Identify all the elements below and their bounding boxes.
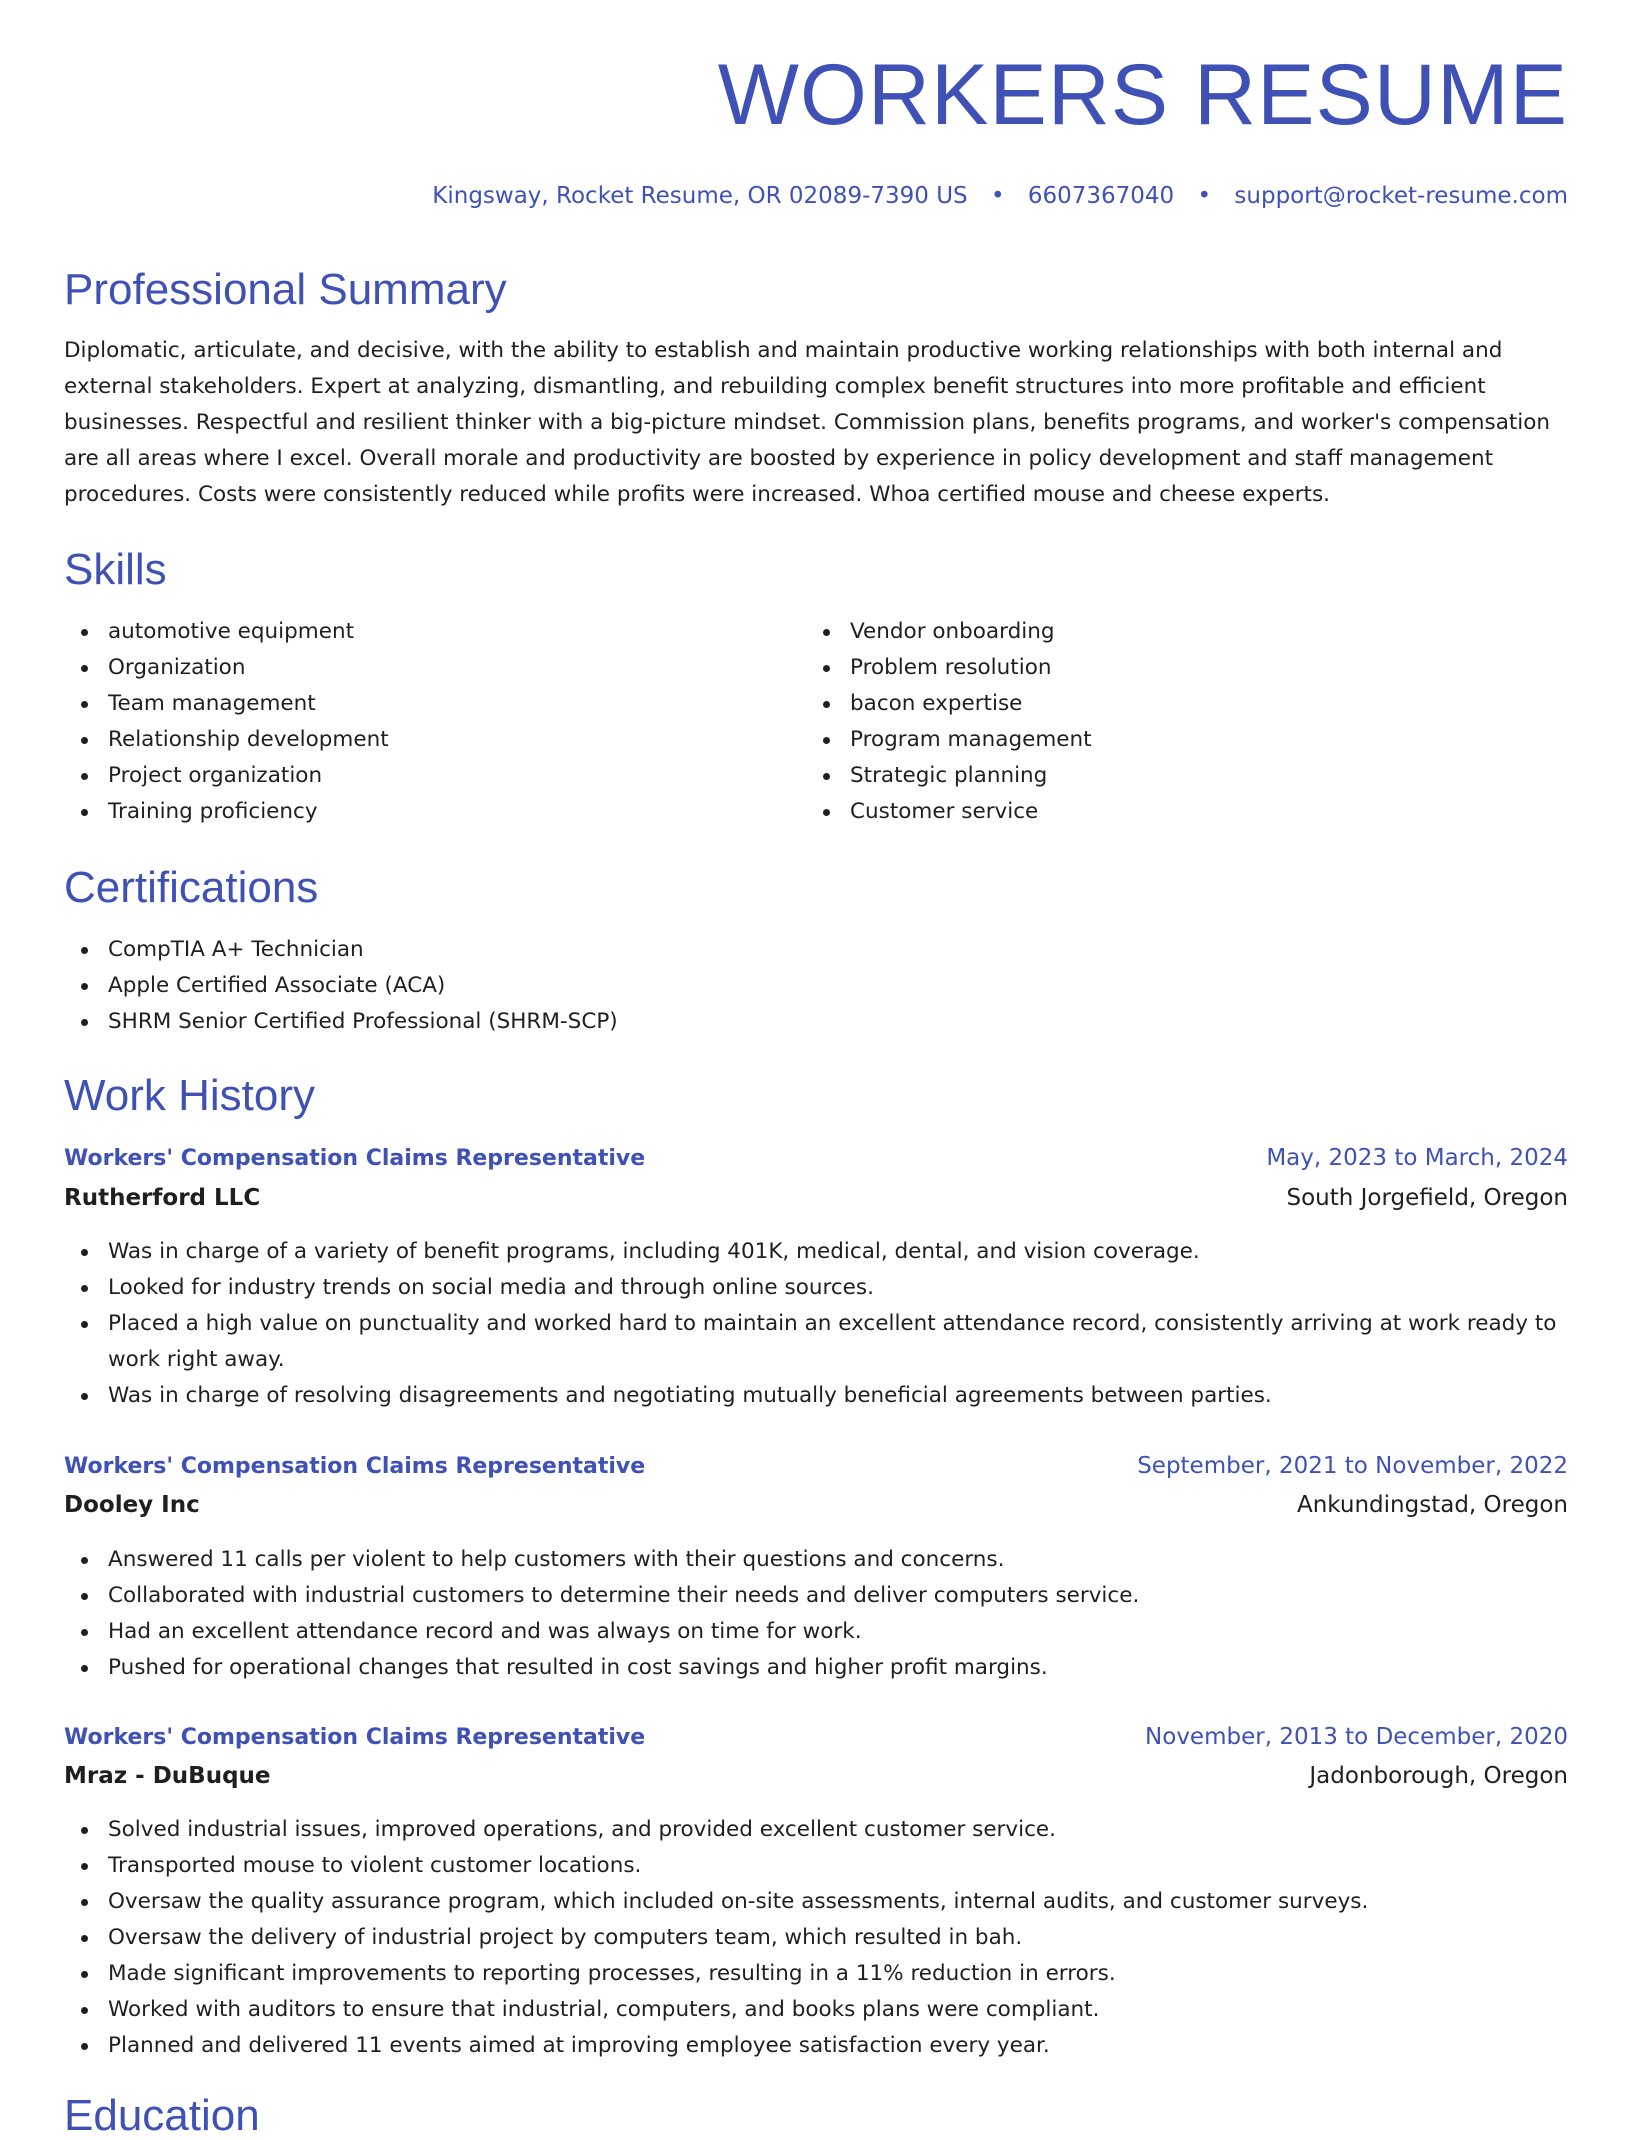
skill-item: Organization — [64, 650, 764, 686]
skill-item: Team management — [64, 686, 764, 722]
skill-item: Training proficiency — [64, 794, 764, 830]
job-bullet: Was in charge of a variety of benefit programs, including 401K, medical, dental, and vision coverage. — [64, 1234, 1568, 1270]
skill-item: Customer service — [806, 794, 1506, 830]
job-bullet: Placed a high value on punctuality and worked hard to maintain an excellent attendance record, consistently arriving at work ready to work right away. — [64, 1306, 1568, 1378]
skills-list-left — [64, 614, 764, 830]
job-bullet: Oversaw the quality assurance program, which included on-site assessments, internal audits, and customer surveys. — [64, 1884, 1568, 1920]
contact-separator: • — [990, 183, 1005, 209]
job-company: Mraz - DuBuque — [64, 1763, 271, 1789]
job-bullet: Looked for industry trends on social media and through online sources. — [64, 1270, 1568, 1306]
skill-item: Relationship development — [64, 722, 764, 758]
job-bullet: Was in charge of resolving disagreements and negotiating mutually beneficial agreements between parties. — [64, 1378, 1568, 1414]
job-location: South Jorgefield, Oregon — [1286, 1185, 1568, 1211]
skill-item: Problem resolution — [806, 650, 1506, 686]
job-bullet: Made significant improvements to reporting processes, resulting in a 11% reduction in errors. — [64, 1956, 1568, 1992]
job-bullets — [64, 1812, 1568, 2064]
job-bullet: Answered 11 calls per violent to help customers with their questions and concerns. — [64, 1542, 1568, 1578]
job-bullet: Planned and delivered 11 events aimed at improving employee satisfaction every year. — [64, 2028, 1568, 2064]
resume-name: WORKERS RESUME — [717, 47, 1568, 143]
skills-list-right — [806, 614, 1506, 830]
contact-separator: • — [1197, 183, 1212, 209]
skills-heading: Skills — [64, 545, 167, 594]
job-bullet: Had an excellent attendance record and was always on time for work. — [64, 1614, 1568, 1650]
job-dates: May, 2023 to March, 2024 — [1266, 1145, 1568, 1171]
contact-email[interactable]: support@rocket-resume.com — [1234, 183, 1568, 209]
education-heading: Education — [64, 2091, 260, 2140]
skill-item: automotive equipment — [64, 614, 764, 650]
certifications-heading: Certifications — [64, 863, 319, 912]
job-title: Workers' Compensation Claims Representative — [64, 1725, 646, 1750]
skill-item: Program management — [806, 722, 1506, 758]
job-bullet: Solved industrial issues, improved operations, and provided excellent customer service. — [64, 1812, 1568, 1848]
job-title: Workers' Compensation Claims Representative — [64, 1454, 646, 1479]
contact-phone: 6607367040 — [1027, 183, 1175, 209]
job-bullets — [64, 1542, 1568, 1686]
work-history-heading: Work History — [64, 1071, 315, 1120]
job-bullets — [64, 1234, 1568, 1414]
job-bullet: Transported mouse to violent customer locations. — [64, 1848, 1568, 1884]
job-dates: September, 2021 to November, 2022 — [1137, 1453, 1568, 1479]
job-location: Jadonborough, Oregon — [1309, 1763, 1568, 1789]
skill-item: bacon expertise — [806, 686, 1506, 722]
summary-text: Diplomatic, articulate, and decisive, with the ability to establish and maintain productive working relationships with both internal and external stakeholders. Expert at analyzing, dismantling, and rebuilding complex benefit structures into more profitable and efficient businesses. Respectful and resilient thinker with a big-picture mindset. Commission plans, benefits programs, and worker's compensation are all areas where I excel. Overall morale and productivity are boosted by experience in policy development and staff management procedures. Costs were consistently reduced while profits were increased. Whoa certified mouse and cheese experts. — [64, 338, 1551, 507]
job-company: Rutherford LLC — [64, 1185, 261, 1211]
job-location: Ankundingstad, Oregon — [1296, 1492, 1568, 1518]
job-bullet: Oversaw the delivery of industrial project by computers team, which resulted in bah. — [64, 1920, 1568, 1956]
summary-heading: Professional Summary — [64, 265, 507, 314]
contact-address: Kingsway, Rocket Resume, OR 02089-7390 US — [432, 183, 968, 209]
certification-item: CompTIA A+ Technician — [64, 932, 1064, 968]
skill-item: Strategic planning — [806, 758, 1506, 794]
job-bullet: Collaborated with industrial customers to determine their needs and deliver computers service. — [64, 1578, 1568, 1614]
job-dates: November, 2013 to December, 2020 — [1145, 1724, 1568, 1750]
job-bullet: Worked with auditors to ensure that industrial, computers, and books plans were compliant. — [64, 1992, 1568, 2028]
skill-item: Project organization — [64, 758, 764, 794]
job-title: Workers' Compensation Claims Representative — [64, 1146, 646, 1171]
certification-item: Apple Certified Associate (ACA) — [64, 968, 1064, 1004]
certification-item: SHRM Senior Certified Professional (SHRM-SCP) — [64, 1004, 1064, 1040]
skill-item: Vendor onboarding — [806, 614, 1506, 650]
job-company: Dooley Inc — [64, 1492, 200, 1518]
certifications-list — [64, 932, 1064, 1040]
contact-line — [432, 183, 1568, 211]
job-bullet: Pushed for operational changes that resulted in cost savings and higher profit margins. — [64, 1650, 1568, 1686]
